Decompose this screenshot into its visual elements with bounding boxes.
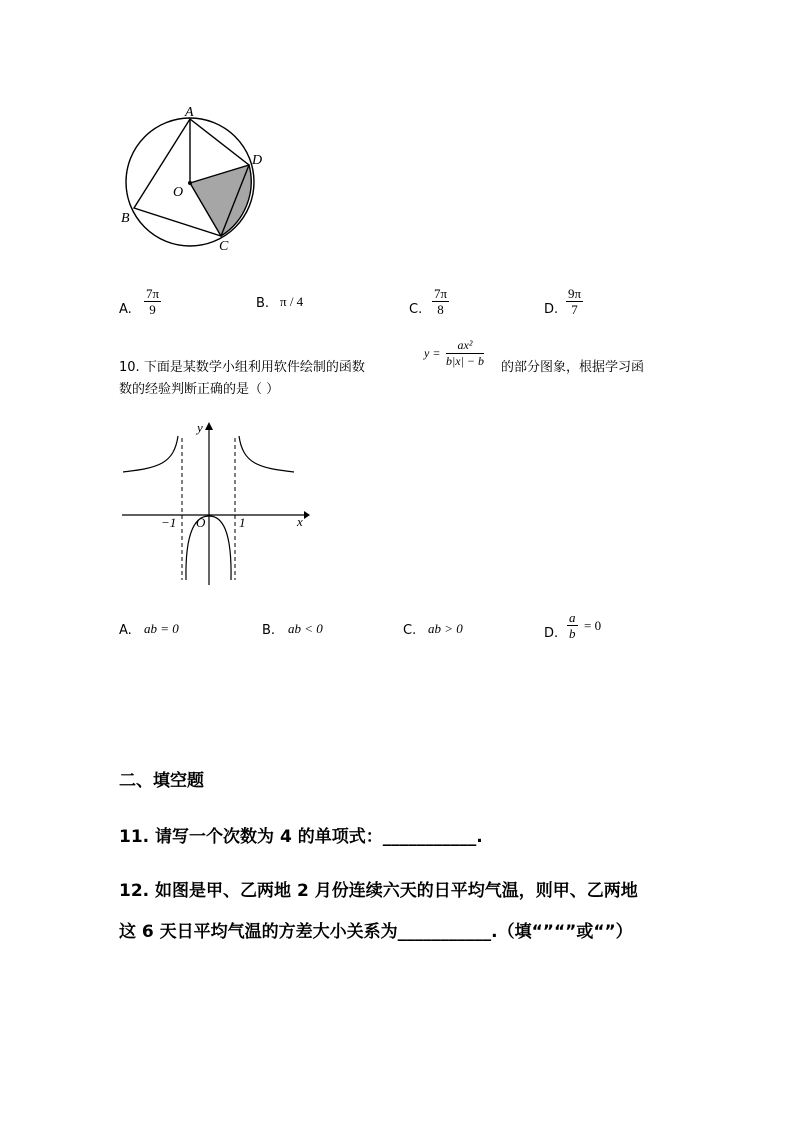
function-graph xyxy=(118,420,310,590)
q10-option-d-fraction: $\frac{a}{b}$ xyxy=(569,610,576,641)
q9-option-a-fraction: $\frac{7\pi}{9}$ xyxy=(146,286,160,317)
label-o: O xyxy=(173,185,184,200)
q10-formula-fraction: $\frac{\text{ax²}}{b|x| - b}$ xyxy=(446,338,485,368)
q9-option-a-letter[interactable]: A. xyxy=(119,302,132,317)
q12-line1: 12. 如图是甲、乙两地 2 月份连续六天的日平均气温，则甲、乙两地 xyxy=(119,881,638,901)
q10-text-after: 的部分图象，根据学习函 xyxy=(501,360,645,375)
curve-upper-right xyxy=(239,436,294,472)
q12-line2-end: .（填“”“”或“”） xyxy=(491,922,633,942)
label-x: x xyxy=(297,514,303,529)
q9-option-b-expr: π / 4 xyxy=(280,294,304,309)
label-d: D xyxy=(252,153,263,168)
q10-option-d-letter[interactable]: D. xyxy=(544,626,559,641)
shaded-sector xyxy=(190,165,251,236)
curve-upper-left xyxy=(123,436,178,472)
q9-option-c-letter[interactable]: C. xyxy=(409,302,423,317)
x-axis-arrow-icon xyxy=(304,511,310,519)
q10-line1 xyxy=(119,358,365,378)
q9-option-d-fraction: $\frac{9\pi}{7}$ xyxy=(568,286,582,317)
q11-end: . xyxy=(476,827,483,847)
label-c: C xyxy=(219,239,229,254)
q10-option-d-rest: = 0 xyxy=(584,618,602,633)
q11 xyxy=(119,822,483,847)
q10-option-a-expr: ab = 0 xyxy=(144,621,179,636)
q10-option-b-letter[interactable]: B. xyxy=(262,623,276,638)
label-a: A xyxy=(185,105,194,120)
q10-option-c-letter[interactable]: C. xyxy=(403,623,417,638)
q10-formula-lhs: y = xyxy=(424,346,441,360)
q11-text: 11. 请写一个次数为 4 的单项式： xyxy=(119,827,383,847)
q12-line2 xyxy=(119,917,633,942)
section-title: 二、填空题 xyxy=(119,771,204,791)
q11-blank[interactable]: ___________ xyxy=(382,827,477,847)
q9-option-b-letter[interactable]: B. xyxy=(256,296,270,311)
q10-option-a-letter[interactable]: A. xyxy=(119,623,132,638)
center-point xyxy=(188,181,192,185)
q10-option-c-expr: ab > 0 xyxy=(428,621,463,636)
label-pos-one: 1 xyxy=(239,515,246,530)
label-origin: O xyxy=(196,515,206,530)
y-axis-arrow-icon xyxy=(205,422,213,430)
label-y: y xyxy=(197,420,203,435)
circle-figure xyxy=(110,100,270,260)
q9-option-d-letter[interactable]: D. xyxy=(544,302,559,317)
q12-blank[interactable]: ___________ xyxy=(397,922,492,942)
q10-option-b-expr: ab < 0 xyxy=(288,621,323,636)
q12-line2-start: 这 6 天日平均气温的方差大小关系为 xyxy=(119,922,398,942)
label-b: B xyxy=(121,211,130,226)
q10-line2: 数的经验判断正确的是（ ） xyxy=(119,382,280,397)
q9-option-c-fraction: $\frac{7\pi}{8}$ xyxy=(434,286,448,317)
q10-number: 10. xyxy=(119,360,140,375)
q10-text-before: 下面是某数学小组利用软件绘制的函数 xyxy=(143,360,365,375)
label-neg-one: −1 xyxy=(161,515,177,530)
